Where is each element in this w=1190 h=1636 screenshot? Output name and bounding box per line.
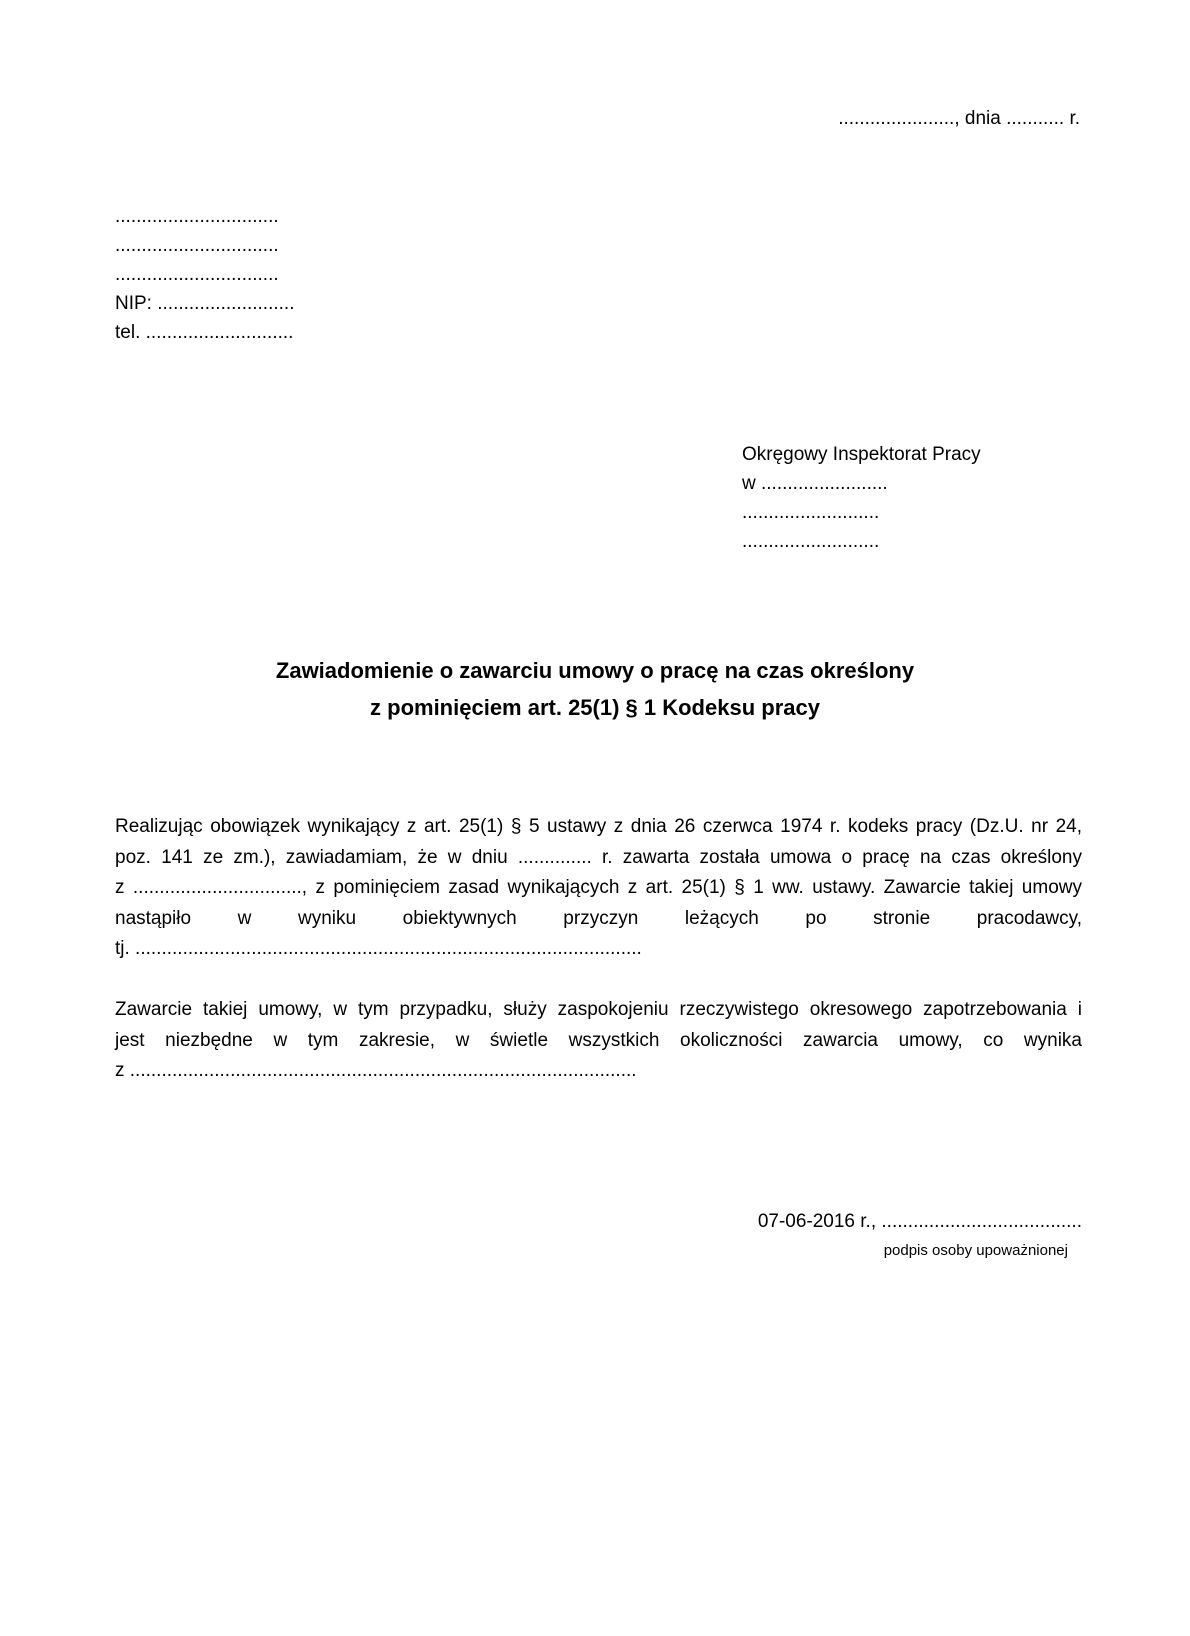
recipient-line-4: .......................... [742,531,880,552]
paragraph-2 [115,995,1082,1087]
paragraph-2-line-1: Zawarcie takiej umowy, w tym przypadku, służy zaspokojeniu rzeczywistego okresowego zapotrzebowania i [115,999,1082,1020]
paragraph-1-line-5: tj. ................................................................................................ [115,938,642,959]
recipient-block [742,440,981,556]
document-title [0,652,1190,726]
paragraph-2-line-3: z ................................................................................................ [115,1060,637,1081]
title-line-1: Zawiadomienie o zawarciu umowy o pracę na czas określony [275,658,915,683]
sender-tel-line: tel. ............................ [115,322,294,343]
recipient-line-2: w ........................ [742,473,888,494]
sender-line-1: ............................... [115,206,279,227]
signature-date-line: 07-06-2016 r., ...................................... [757,1211,1082,1232]
sender-nip-line: NIP: .......................... [115,293,295,314]
title-line-2: z pominięciem art. 25(1) § 1 Kodeksu pracy [370,695,820,720]
paragraph-1-line-3: z ................................, z pominięciem zasad wynikających z art. 25(1) § 1 ww. ustawy. Zawarcie takiej umowy [115,877,1082,898]
paragraph-1-line-2: poz. 141 ze zm.), zawiadamiam, że w dniu .............. r. zawarta została umowa o pracę na czas określony [115,846,1082,868]
paragraph-1 [115,812,1082,965]
recipient-line-3: .......................... [742,502,880,523]
sender-block [115,202,294,347]
paragraph-1-line-1: Realizując obowiązek wynikający z art. 25(1) § 5 ustawy z dnia 26 czerwca 1974 r. kodeks pracy (Dz.U. nr 24, [115,816,1082,837]
paragraph-1-line-4: nastąpiło w wyniku obiektywnych przyczyn leżących po stronie pracodawcy, [115,907,1082,929]
place-and-date-line: ......................, dnia ........... r. [838,108,1080,129]
sender-line-3: ............................... [115,264,279,285]
recipient-name: Okręgowy Inspektorat Pracy [742,444,981,465]
paragraph-2-line-2: jest niezbędne w tym zakresie, w świetle wszystkich okoliczności zawarcia umowy, co wynika [115,1029,1082,1051]
sender-line-2: ............................... [115,235,279,256]
signature-caption: podpis osoby upoważnionej [883,1242,1068,1259]
